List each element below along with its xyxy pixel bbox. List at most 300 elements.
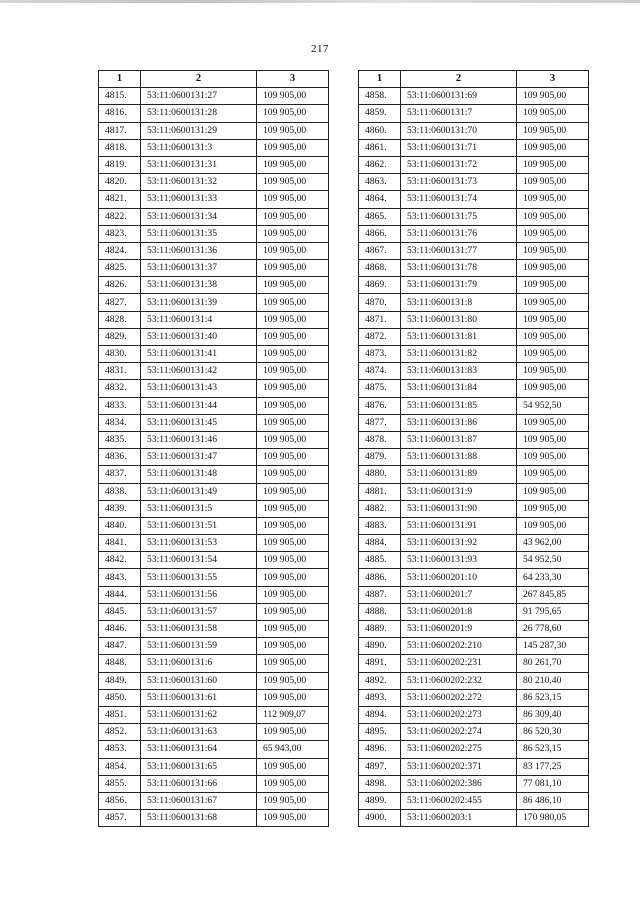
cadastral-number: 53:11:0600131:79 (401, 277, 517, 294)
table-row (99, 397, 329, 414)
row-number: 4827. (99, 294, 141, 311)
cadastral-number: 53:11:0600131:59 (141, 638, 257, 655)
row-number: 4868. (359, 260, 401, 277)
row-number: 4855. (99, 775, 141, 792)
table-row (99, 552, 329, 569)
cadastral-number: 53:11:0600131:43 (141, 380, 257, 397)
table-row (99, 672, 329, 689)
cadastral-number: 53:11:0600131:31 (141, 156, 257, 173)
table-row (359, 294, 589, 311)
table-row (359, 225, 589, 242)
table-row (99, 363, 329, 380)
row-number: 4822. (99, 208, 141, 225)
table-row (359, 517, 589, 534)
cadastral-number: 53:11:0600131:48 (141, 466, 257, 483)
row-number: 4858. (359, 88, 401, 105)
table-row (359, 466, 589, 483)
cadastral-number: 53:11:0600131:63 (141, 724, 257, 741)
cadastral-value: 109 905,00 (257, 88, 329, 105)
cadastral-number: 53:11:0600131:54 (141, 552, 257, 569)
row-number: 4853. (99, 741, 141, 758)
row-number: 4867. (359, 242, 401, 259)
table-row (99, 260, 329, 277)
row-number: 4829. (99, 328, 141, 345)
cadastral-number: 53:11:0600131:69 (401, 88, 517, 105)
table-row (99, 311, 329, 328)
cadastral-value: 109 905,00 (257, 638, 329, 655)
row-number: 4846. (99, 621, 141, 638)
cadastral-value: 109 905,00 (517, 242, 589, 259)
cadastral-value: 109 905,00 (257, 466, 329, 483)
table-row (99, 638, 329, 655)
cadastral-value: 83 177,25 (517, 758, 589, 775)
row-number: 4877. (359, 414, 401, 431)
cadastral-value: 109 905,00 (517, 431, 589, 448)
cadastral-number: 53:11:0600131:61 (141, 689, 257, 706)
cadastral-number: 53:11:0600202:273 (401, 706, 517, 723)
row-number: 4863. (359, 174, 401, 191)
table-row (99, 466, 329, 483)
table-row (99, 174, 329, 191)
table-row (99, 328, 329, 345)
cadastral-value: 109 905,00 (517, 346, 589, 363)
cadastral-value: 109 905,00 (517, 88, 589, 105)
row-number: 4886. (359, 569, 401, 586)
cadastral-number: 53:11:0600201:10 (401, 569, 517, 586)
cadastral-number: 53:11:0600131:58 (141, 621, 257, 638)
row-number: 4842. (99, 552, 141, 569)
table-row (359, 638, 589, 655)
row-number: 4887. (359, 586, 401, 603)
row-number: 4839. (99, 500, 141, 517)
row-number: 4873. (359, 346, 401, 363)
cadastral-number: 53:11:0600131:89 (401, 466, 517, 483)
row-number: 4888. (359, 603, 401, 620)
cadastral-value: 109 905,00 (257, 672, 329, 689)
row-number: 4847. (99, 638, 141, 655)
cadastral-number: 53:11:0600131:39 (141, 294, 257, 311)
cadastral-number: 53:11:0600131:42 (141, 363, 257, 380)
table-row (99, 775, 329, 792)
cadastral-value: 170 980,05 (517, 810, 589, 827)
cadastral-value: 109 905,00 (517, 466, 589, 483)
header-col-2: 2 (141, 71, 257, 88)
cadastral-number: 53:11:0600131:27 (141, 88, 257, 105)
row-number: 4851. (99, 706, 141, 723)
table-row (99, 346, 329, 363)
cadastral-value: 77 081,10 (517, 775, 589, 792)
cadastral-value: 54 952,50 (517, 397, 589, 414)
table-row (359, 380, 589, 397)
cadastral-number: 53:11:0600201:9 (401, 621, 517, 638)
row-number: 4845. (99, 603, 141, 620)
cadastral-number: 53:11:0600131:34 (141, 208, 257, 225)
table-row (359, 260, 589, 277)
row-number: 4828. (99, 311, 141, 328)
row-number: 4895. (359, 724, 401, 741)
table-row (359, 139, 589, 156)
cadastral-value: 109 905,00 (257, 260, 329, 277)
table-row (359, 775, 589, 792)
cadastral-number: 53:11:0600131:62 (141, 706, 257, 723)
row-number: 4872. (359, 328, 401, 345)
table-row (359, 328, 589, 345)
row-number: 4844. (99, 586, 141, 603)
cadastral-number: 53:11:0600131:28 (141, 105, 257, 122)
cadastral-value: 80 261,70 (517, 655, 589, 672)
table-row (359, 621, 589, 638)
row-number: 4819. (99, 156, 141, 173)
cadastral-number: 53:11:0600131:80 (401, 311, 517, 328)
row-number: 4897. (359, 758, 401, 775)
cadastral-value: 109 905,00 (257, 792, 329, 809)
row-number: 4838. (99, 483, 141, 500)
cadastral-number: 53:11:0600131:51 (141, 517, 257, 534)
table-row (99, 122, 329, 139)
cadastral-value: 109 905,00 (517, 156, 589, 173)
table-row (99, 242, 329, 259)
cadastral-number: 53:11:0600202:386 (401, 775, 517, 792)
row-number: 4856. (99, 792, 141, 809)
cadastral-value: 109 905,00 (257, 294, 329, 311)
table-row (99, 517, 329, 534)
header-col-2: 2 (401, 71, 517, 88)
cadastral-value: 109 905,00 (257, 139, 329, 156)
cadastral-number: 53:11:0600131:38 (141, 277, 257, 294)
table-row (359, 431, 589, 448)
row-number: 4859. (359, 105, 401, 122)
cadastral-value: 109 905,00 (257, 655, 329, 672)
cadastral-number: 53:11:0600131:35 (141, 225, 257, 242)
cadastral-value: 109 905,00 (517, 380, 589, 397)
row-number: 4843. (99, 569, 141, 586)
table-row (99, 603, 329, 620)
row-number: 4885. (359, 552, 401, 569)
row-number: 4817. (99, 122, 141, 139)
cadastral-number: 53:11:0600131:49 (141, 483, 257, 500)
cadastral-number: 53:11:0600131:60 (141, 672, 257, 689)
cadastral-value: 109 905,00 (257, 621, 329, 638)
cadastral-value: 109 905,00 (257, 569, 329, 586)
table-row (99, 139, 329, 156)
cadastral-number: 53:11:0600131:6 (141, 655, 257, 672)
cadastral-number: 53:11:0600202:272 (401, 689, 517, 706)
cadastral-value: 109 905,00 (257, 363, 329, 380)
cadastral-value: 109 905,00 (257, 552, 329, 569)
table-row (99, 208, 329, 225)
cadastral-value: 109 905,00 (257, 242, 329, 259)
cadastral-value: 109 905,00 (257, 586, 329, 603)
table-row (99, 414, 329, 431)
cadastral-value: 109 905,00 (517, 105, 589, 122)
cadastral-number: 53:11:0600131:65 (141, 758, 257, 775)
cadastral-number: 53:11:0600131:8 (401, 294, 517, 311)
cadastral-number: 53:11:0600131:45 (141, 414, 257, 431)
cadastral-value: 109 905,00 (257, 105, 329, 122)
cadastral-number: 53:11:0600131:74 (401, 191, 517, 208)
row-number: 4824. (99, 242, 141, 259)
cadastral-number: 53:11:0600202:232 (401, 672, 517, 689)
table-row (359, 535, 589, 552)
row-number: 4816. (99, 105, 141, 122)
cadastral-value: 109 905,00 (257, 174, 329, 191)
cadastral-value: 109 905,00 (517, 277, 589, 294)
cadastral-value: 109 905,00 (257, 346, 329, 363)
row-number: 4820. (99, 174, 141, 191)
cadastral-value: 86 486,10 (517, 792, 589, 809)
table-row (359, 792, 589, 809)
cadastral-value: 109 905,00 (517, 294, 589, 311)
header-col-1: 1 (99, 71, 141, 88)
row-number: 4834. (99, 414, 141, 431)
cadastral-value: 109 905,00 (257, 328, 329, 345)
row-number: 4890. (359, 638, 401, 655)
cadastral-number: 53:11:0600131:84 (401, 380, 517, 397)
table-row (99, 586, 329, 603)
cadastral-number: 53:11:0600131:72 (401, 156, 517, 173)
cadastral-number: 53:11:0600131:75 (401, 208, 517, 225)
cadastral-value: 109 905,00 (257, 431, 329, 448)
cadastral-number: 53:11:0600201:7 (401, 586, 517, 603)
cadastral-value: 109 905,00 (257, 689, 329, 706)
table-row (99, 191, 329, 208)
cadastral-number: 53:11:0600202:231 (401, 655, 517, 672)
table-row (99, 810, 329, 827)
cadastral-value: 80 210,40 (517, 672, 589, 689)
cadastral-number: 53:11:0600131:3 (141, 139, 257, 156)
row-number: 4850. (99, 689, 141, 706)
cadastral-value: 109 905,00 (517, 311, 589, 328)
table-row (99, 706, 329, 723)
table-row (359, 346, 589, 363)
table-row (99, 535, 329, 552)
cadastral-value: 54 952,50 (517, 552, 589, 569)
row-number: 4818. (99, 139, 141, 156)
table-row (99, 792, 329, 809)
table-row (359, 706, 589, 723)
cadastral-value: 86 520,30 (517, 724, 589, 741)
row-number: 4840. (99, 517, 141, 534)
cadastral-value: 109 905,00 (257, 517, 329, 534)
cadastral-value: 109 905,00 (517, 517, 589, 534)
cadastral-value: 109 905,00 (257, 208, 329, 225)
table-row (99, 483, 329, 500)
cadastral-number: 53:11:0600131:5 (141, 500, 257, 517)
table-row (99, 758, 329, 775)
table-row (359, 174, 589, 191)
table-row (359, 689, 589, 706)
cadastral-number: 53:11:0600131:33 (141, 191, 257, 208)
row-number: 4861. (359, 139, 401, 156)
cadastral-value: 26 778,60 (517, 621, 589, 638)
cadastral-number: 53:11:0600131:87 (401, 431, 517, 448)
table-row (359, 363, 589, 380)
table-row (99, 741, 329, 758)
row-number: 4900. (359, 810, 401, 827)
cadastral-value: 109 905,00 (257, 311, 329, 328)
cadastral-value: 91 795,65 (517, 603, 589, 620)
table-row (359, 122, 589, 139)
table-row (99, 724, 329, 741)
row-number: 4857. (99, 810, 141, 827)
cadastral-number: 53:11:0600131:9 (401, 483, 517, 500)
row-number: 4870. (359, 294, 401, 311)
cadastral-value: 267 845,85 (517, 586, 589, 603)
row-number: 4848. (99, 655, 141, 672)
cadastral-value: 109 905,00 (257, 603, 329, 620)
cadastral-value: 109 905,00 (517, 500, 589, 517)
row-number: 4849. (99, 672, 141, 689)
page-number: 217 (311, 43, 329, 55)
row-number: 4831. (99, 363, 141, 380)
row-number: 4891. (359, 655, 401, 672)
cadastral-value: 145 287,30 (517, 638, 589, 655)
cadastral-number: 53:11:0600131:40 (141, 328, 257, 345)
row-number: 4821. (99, 191, 141, 208)
cadastral-value: 109 905,00 (257, 449, 329, 466)
cadastral-number: 53:11:0600131:64 (141, 741, 257, 758)
row-number: 4833. (99, 397, 141, 414)
cadastral-value: 109 905,00 (517, 328, 589, 345)
cadastral-number: 53:11:0600131:68 (141, 810, 257, 827)
row-number: 4865. (359, 208, 401, 225)
row-number: 4880. (359, 466, 401, 483)
table-row (99, 277, 329, 294)
row-number: 4869. (359, 277, 401, 294)
table-row (359, 741, 589, 758)
table-row (359, 724, 589, 741)
row-number: 4854. (99, 758, 141, 775)
cadastral-number: 53:11:0600131:78 (401, 260, 517, 277)
cadastral-number: 53:11:0600131:85 (401, 397, 517, 414)
cadastral-number: 53:11:0600131:37 (141, 260, 257, 277)
table-row (359, 500, 589, 517)
row-number: 4883. (359, 517, 401, 534)
cadastral-number: 53:11:0600131:73 (401, 174, 517, 191)
cadastral-number: 53:11:0600131:70 (401, 122, 517, 139)
row-number: 4871. (359, 311, 401, 328)
cadastral-number: 53:11:0600131:76 (401, 225, 517, 242)
cadastral-number: 53:11:0600131:67 (141, 792, 257, 809)
cadastral-value: 86 523,15 (517, 689, 589, 706)
cadastral-value: 64 233,30 (517, 569, 589, 586)
cadastral-value: 109 905,00 (517, 449, 589, 466)
scan-edge (0, 0, 640, 3)
cadastral-value: 86 523,15 (517, 741, 589, 758)
cadastral-value: 109 905,00 (257, 500, 329, 517)
row-number: 4894. (359, 706, 401, 723)
cadastral-value: 109 905,00 (257, 810, 329, 827)
cadastral-value: 112 909,07 (257, 706, 329, 723)
row-number: 4879. (359, 449, 401, 466)
table-row (99, 500, 329, 517)
row-number: 4830. (99, 346, 141, 363)
cadastral-value: 109 905,00 (517, 122, 589, 139)
row-number: 4862. (359, 156, 401, 173)
table-row (359, 191, 589, 208)
row-number: 4884. (359, 535, 401, 552)
cadastral-value: 109 905,00 (257, 758, 329, 775)
cadastral-number: 53:11:0600202:455 (401, 792, 517, 809)
row-number: 4826. (99, 277, 141, 294)
cadastral-number: 53:11:0600131:29 (141, 122, 257, 139)
row-number: 4841. (99, 535, 141, 552)
cadastral-value: 109 905,00 (257, 191, 329, 208)
cadastral-number: 53:11:0600131:93 (401, 552, 517, 569)
table-row (359, 311, 589, 328)
table-row (359, 552, 589, 569)
cadastral-number: 53:11:0600202:371 (401, 758, 517, 775)
table-row (99, 156, 329, 173)
cadastral-value: 109 905,00 (517, 483, 589, 500)
cadastral-number: 53:11:0600202:274 (401, 724, 517, 741)
table-row (359, 397, 589, 414)
row-number: 4876. (359, 397, 401, 414)
cadastral-number: 53:11:0600131:77 (401, 242, 517, 259)
cadastral-number: 53:11:0600131:56 (141, 586, 257, 603)
row-number: 4852. (99, 724, 141, 741)
cadastral-value: 43 962,00 (517, 535, 589, 552)
table-row (99, 569, 329, 586)
table-row (99, 225, 329, 242)
cadastral-number: 53:11:0600131:81 (401, 328, 517, 345)
cadastral-number: 53:11:0600131:4 (141, 311, 257, 328)
cadastral-number: 53:11:0600201:8 (401, 603, 517, 620)
cadastral-number: 53:11:0600131:7 (401, 105, 517, 122)
row-number: 4875. (359, 380, 401, 397)
cadastral-value: 109 905,00 (257, 414, 329, 431)
row-number: 4881. (359, 483, 401, 500)
cadastral-value: 109 905,00 (257, 535, 329, 552)
cadastral-value: 109 905,00 (257, 277, 329, 294)
row-number: 4898. (359, 775, 401, 792)
header-col-3: 3 (517, 71, 589, 88)
table-row (359, 156, 589, 173)
row-number: 4893. (359, 689, 401, 706)
cadastral-value: 109 905,00 (257, 483, 329, 500)
table-header-row (99, 71, 329, 88)
cadastral-value: 109 905,00 (517, 363, 589, 380)
cadastral-number: 53:11:0600131:44 (141, 397, 257, 414)
cadastral-value: 109 905,00 (257, 156, 329, 173)
table-row (359, 758, 589, 775)
table-row (359, 414, 589, 431)
table-row (99, 294, 329, 311)
cadastral-number: 53:11:0600131:53 (141, 535, 257, 552)
row-number: 4882. (359, 500, 401, 517)
cadastral-number: 53:11:0600131:46 (141, 431, 257, 448)
row-number: 4815. (99, 88, 141, 105)
table-row (359, 242, 589, 259)
cadastral-value: 65 943,00 (257, 741, 329, 758)
row-number: 4899. (359, 792, 401, 809)
table-row (359, 105, 589, 122)
cadastral-number: 53:11:0600131:57 (141, 603, 257, 620)
row-number: 4878. (359, 431, 401, 448)
cadastral-value: 109 905,00 (517, 225, 589, 242)
table-row (99, 621, 329, 638)
table-row (99, 105, 329, 122)
cadastral-number: 53:11:0600202:210 (401, 638, 517, 655)
row-number: 4835. (99, 431, 141, 448)
table-header-row (359, 71, 589, 88)
row-number: 4823. (99, 225, 141, 242)
cadastral-number: 53:11:0600131:83 (401, 363, 517, 380)
table-row (359, 483, 589, 500)
cadastral-number: 53:11:0600131:66 (141, 775, 257, 792)
header-col-3: 3 (257, 71, 329, 88)
table-row (99, 655, 329, 672)
